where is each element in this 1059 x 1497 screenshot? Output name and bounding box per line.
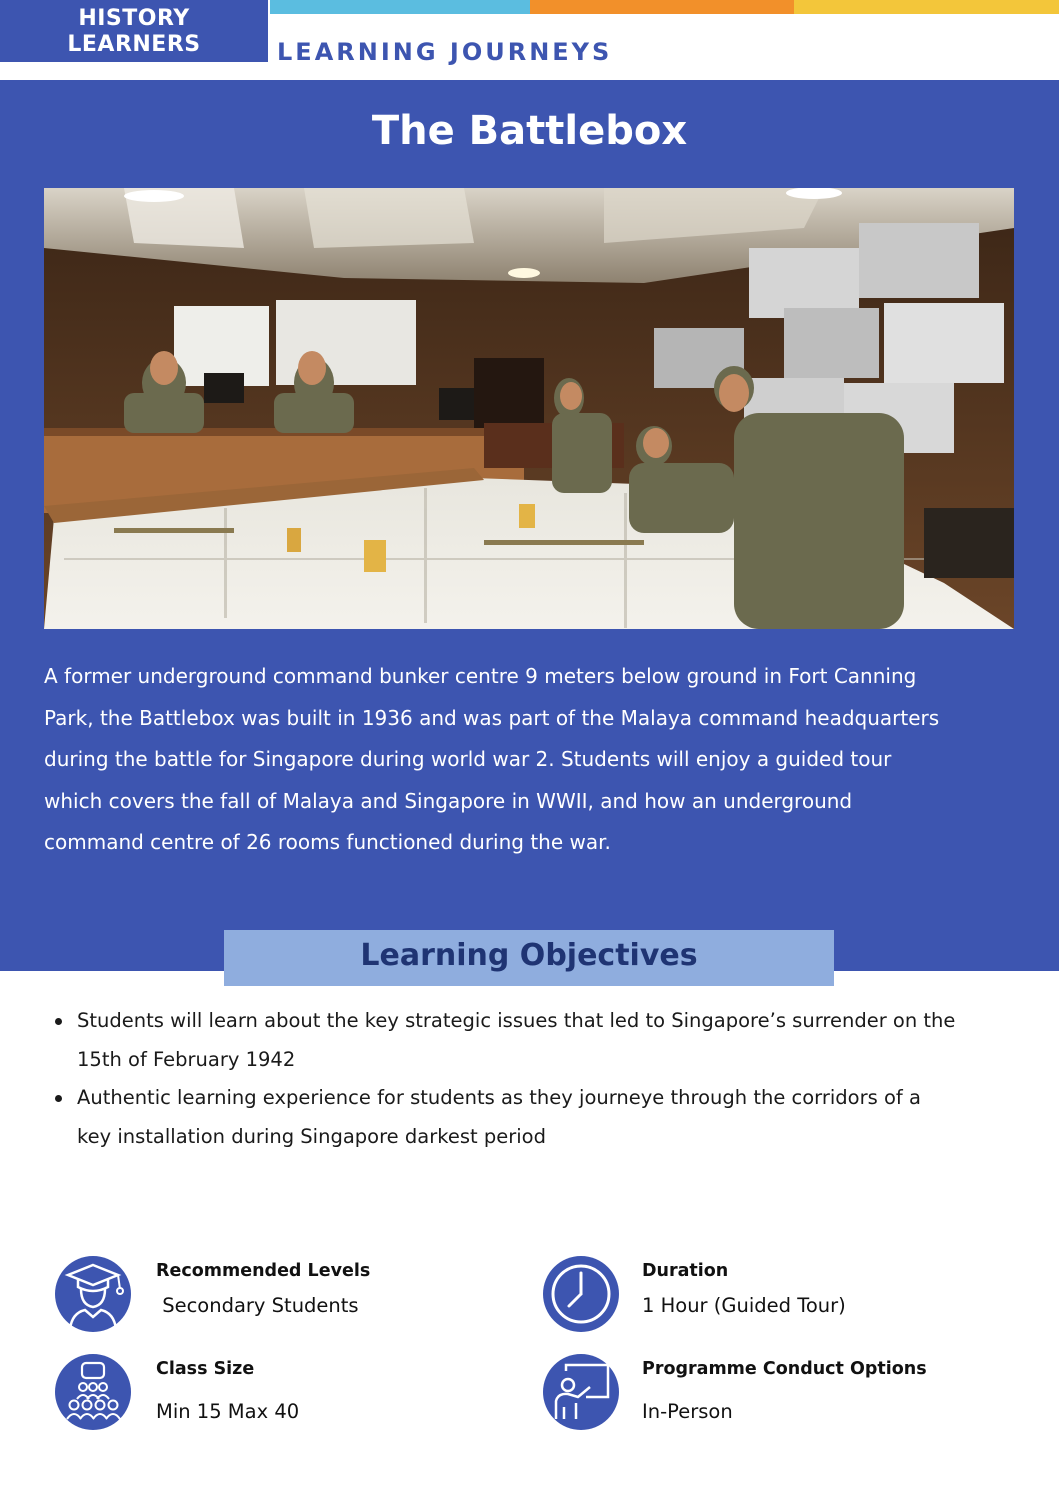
- battlebox-photo: [44, 188, 1014, 629]
- objectives-title: Learning Objectives: [360, 938, 698, 973]
- clock-icon: [542, 1255, 620, 1333]
- graduate-icon: [54, 1255, 132, 1333]
- levels-label: Recommended Levels: [156, 1261, 371, 1281]
- objective-line: Students will learn about the key strategic issues that led to Singapore’s surrender on the: [77, 1009, 956, 1032]
- bullet-icon: [55, 1018, 62, 1025]
- color-stripe-orange: [530, 0, 794, 14]
- intro-line: Park, the Battlebox was built in 1936 and was part of the Malaya command headquarters: [44, 705, 940, 730]
- bullet-icon: [55, 1095, 62, 1102]
- conduct-label: Programme Conduct Options: [642, 1359, 927, 1379]
- logo: [0, 0, 268, 62]
- logo-line-2: LEARNERS: [67, 32, 201, 57]
- levels-value-text: Secondary Students: [162, 1294, 359, 1317]
- page-title: The Battlebox: [371, 108, 688, 154]
- intro-paragraph: [44, 656, 1024, 864]
- color-stripe-yellow: [794, 0, 1059, 14]
- class-size-label: Class Size: [156, 1359, 255, 1379]
- objectives-list: [50, 1002, 1020, 1156]
- objective-line: 15th of February 1942: [77, 1047, 296, 1071]
- duration-label: Duration: [642, 1261, 729, 1281]
- class-size-value: Min 15 Max 40: [156, 1400, 300, 1423]
- group-icon: [54, 1353, 132, 1431]
- objective-item: [50, 1002, 1020, 1079]
- presenter-icon: [542, 1353, 620, 1431]
- duration-value: 1 Hour (Guided Tour): [642, 1294, 846, 1317]
- objective-item: [50, 1079, 1020, 1156]
- color-stripe-blue: [270, 0, 530, 14]
- intro-line: A former underground command bunker centre 9 meters below ground in Fort Canning: [44, 664, 917, 688]
- objective-line: Authentic learning experience for students as they journeye through the corridors of a: [77, 1086, 921, 1109]
- objective-line: key installation during Singapore darkest period: [77, 1124, 546, 1148]
- section-title: LEARNING JOURNEYS: [277, 38, 613, 66]
- intro-line: during the battle for Singapore during world war 2. Students will enjoy a guided tour: [44, 747, 892, 771]
- logo-line-1: HISTORY: [78, 6, 190, 31]
- intro-line: which covers the fall of Malaya and Singapore in WWII, and how an underground: [44, 788, 853, 813]
- levels-value: [156, 1294, 359, 1317]
- conduct-value: In-Person: [642, 1400, 733, 1423]
- intro-line: command centre of 26 rooms functioned during the war.: [44, 830, 611, 854]
